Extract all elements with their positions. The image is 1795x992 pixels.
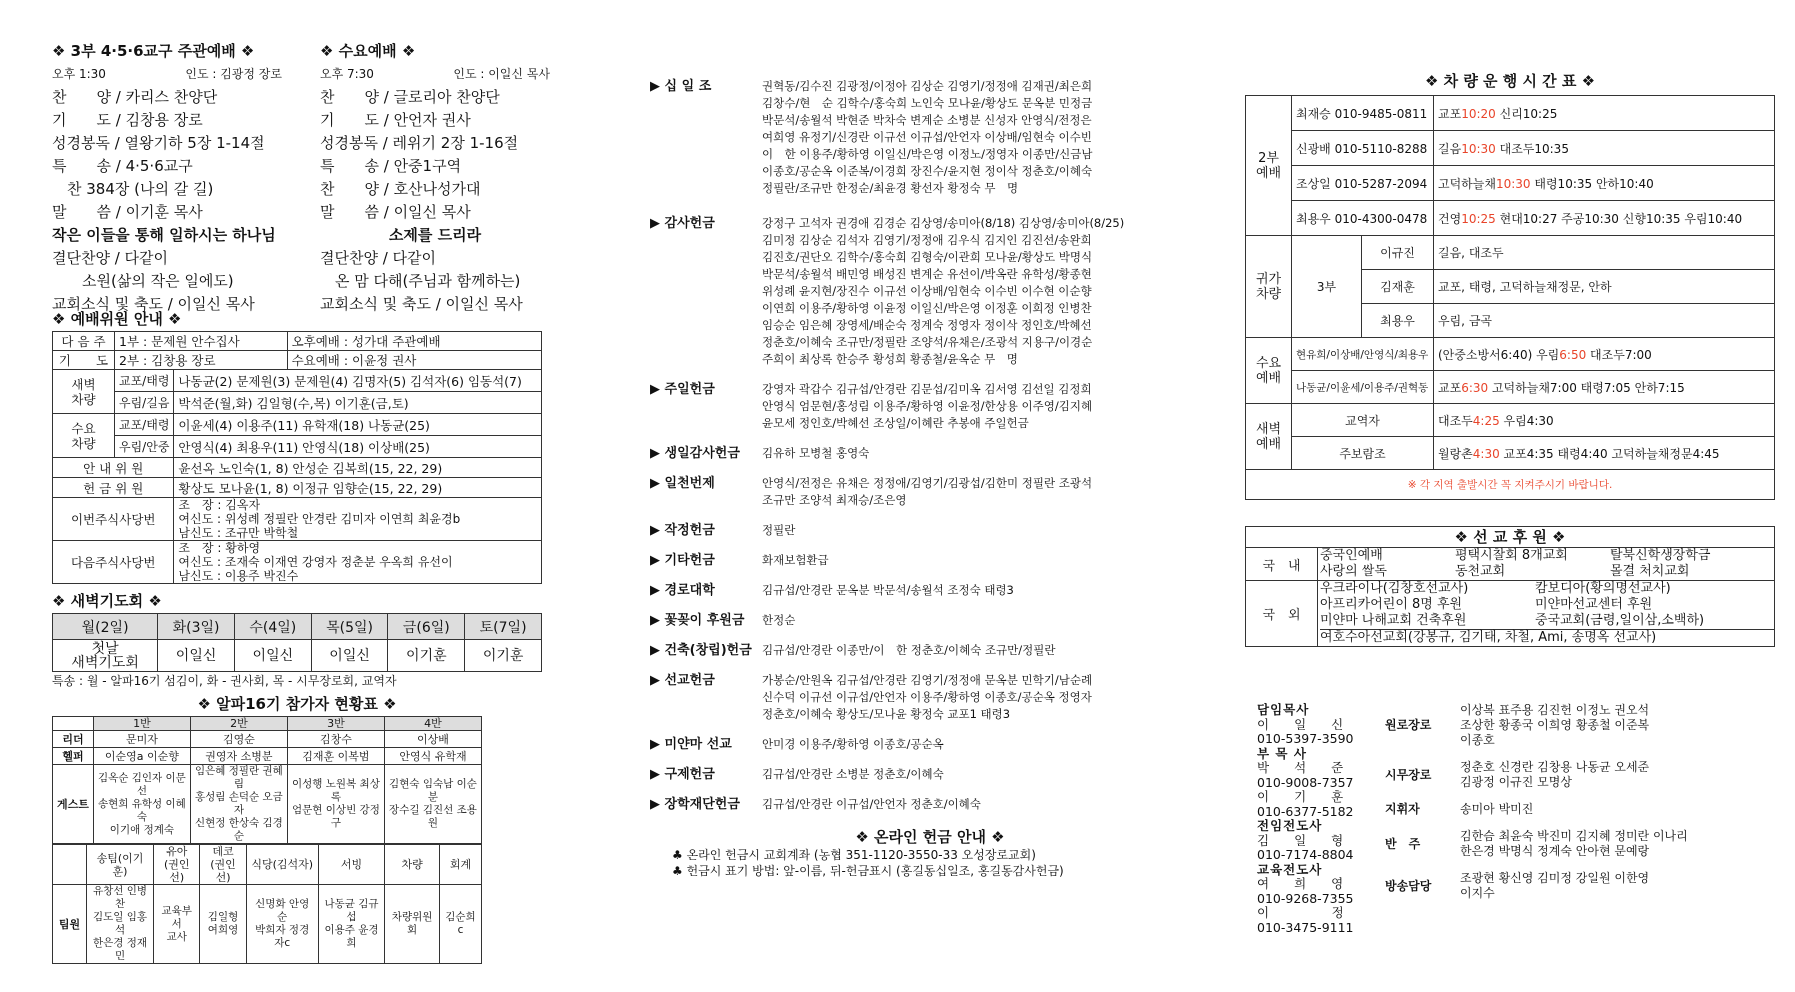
vehicle-route: 대조두4:25 우림4:30 <box>1434 404 1775 437</box>
next-label: 다 음 주 <box>53 332 115 351</box>
offering-item <box>650 78 1210 197</box>
mission-row <box>1320 581 1774 597</box>
dawn-preacher: 이기훈 <box>465 640 542 672</box>
sunday-title: ❖ 3부 4·5·6교구 주관예배 ❖ <box>52 42 255 60</box>
alpha-guest: 이성행 노원복 최상록 엄문현 이상빈 강정구 <box>287 765 384 844</box>
order-line: 찬 384장 (나의 갈 길) <box>52 180 214 198</box>
mission-item: 탈북신학생장학금 <box>1610 548 1711 563</box>
dawn-preacher: 이일신 <box>234 640 311 672</box>
officer-row <box>1385 802 1775 817</box>
alpha-guest: 김옥순 김인자 이문선 송현희 유학성 이혜숙 이기애 정계숙 <box>93 765 190 844</box>
dawn-label: 새벽 예배 <box>1246 404 1292 470</box>
vehicle-time: 10:30 <box>1461 141 1496 156</box>
offering-item <box>650 381 1210 432</box>
vehicle-time: 4:30 <box>1472 446 1500 461</box>
vehicle-driver: 최재승 010-9485-0811 <box>1292 96 1434 131</box>
offering-names: 안미경 이용주/황하영 이종호/공순옥 <box>762 737 944 751</box>
dawn-day: 월(2일) <box>53 614 158 640</box>
vehicle-driver: 주보람조 <box>1292 437 1434 470</box>
return-label: 귀가 차량 <box>1246 236 1292 338</box>
guide-value: 윤선옥 노인숙(1, 8) 안성순 김복희(15, 22, 29) <box>174 458 542 478</box>
mission-item: 몰결 처치교회 <box>1610 564 1690 579</box>
offering-label: ▶ 주일헌금 <box>650 382 715 397</box>
dawn-car-route1: 교포/태령 <box>115 370 174 392</box>
order-line: 온 맘 다해(주님과 함께하는) <box>320 272 521 290</box>
offering-names: 한정순 <box>762 613 796 627</box>
offering-names: 강정구 고석자 권경애 김경순 김상영/송미아(8/18) 김상영/송미아(8/25) 김미정 김상순 김석자 김영기/정정애 김우식 김지인 김진선/송완희 김진호/권단오 김학수/홍숙희 김형숙/이관희 모나윤/황상도 박명식 박문석/송월석 배민영 배성진 변계순 유선이/박옥란 유학성/황종현 위성례 윤지현/장진수 이규선 이상배/임현숙 이수빈 이수현 이순향 이연희 이용주/황하영 이윤정 이일신/박은영 이정훈 이희정 인병찬 임승순 임은혜 장영세/배순숙 정계숙 정영자 정이삭 정인호/박혜선 정춘호/이혜숙 조규만/정필란 조양석/유채은/조광석 지용구/이경순 주희이 최상록 한승주 황성희 황종철/윤옥순 무 명 <box>762 216 1125 366</box>
team-member-label: 팀원 <box>53 885 87 964</box>
mission-item: 동천교회 <box>1455 564 1506 579</box>
sunday-service <box>52 40 282 316</box>
sunday-order <box>52 86 282 224</box>
dawn-car-drivers1: 나동균(2) 문제원(3) 문제원(4) 김명자(5) 김석자(6) 임동석(7) <box>174 370 542 392</box>
offering-item <box>650 445 1210 462</box>
mission-row <box>1320 613 1774 629</box>
offering-item <box>650 612 1210 629</box>
offering-value: 황상도 모나윤(1, 8) 이정규 임향순(15, 22, 29) <box>174 478 542 498</box>
return-part: 3부 <box>1292 236 1362 338</box>
dawn-preacher: 이일신 <box>158 640 235 672</box>
online-method: ♣ 헌금시 표기 방법: 앞-이름, 뒤-헌금표시 (홍길동십일조, 홍길동감사헌금) <box>672 864 1064 878</box>
staff-name: 여 희 영 <box>1257 876 1344 891</box>
wednesday-service <box>320 40 550 316</box>
order-line: 성경봉독 / 열왕기하 5장 1-14절 <box>52 134 265 152</box>
officer-label: 지휘자 <box>1385 802 1420 816</box>
vehicle-driver: 조상일 010-5287-2094 <box>1292 166 1434 201</box>
dawn-day: 화(3일) <box>158 614 235 640</box>
this-meal-value: 조 장 : 김옥자 여신도 : 위성례 정필란 안경란 김미자 이연희 최윤경b 남신도 : 조규만 박학철 <box>174 498 542 541</box>
dawn-day: 수(4일) <box>234 614 311 640</box>
pray-label: 기 도 <box>53 351 115 370</box>
mission-box <box>1245 526 1775 647</box>
order-line: 성경봉독 / 레위기 2장 1-16절 <box>320 134 519 152</box>
mission-item: 중국인예배 <box>1320 548 1383 563</box>
wed-car-route2: 우림/안중 <box>115 436 174 458</box>
offering-item <box>650 522 1210 539</box>
wednesday-order <box>320 86 550 224</box>
dawn-title: ❖ 새벽기도회 ❖ <box>52 592 162 610</box>
offering-item <box>650 642 1210 659</box>
offering-item <box>650 582 1210 599</box>
mission-item: 평택시찰회 8개교회 <box>1455 548 1568 563</box>
offering-label: ▶ 경로대학 <box>650 583 715 598</box>
vehicle-driver: 신광배 010-5110-8288 <box>1292 131 1434 166</box>
officer-row <box>1385 871 1775 901</box>
offering-label: ▶ 꽃꽂이 후원금 <box>650 613 745 628</box>
vehicle-driver: 나동균/이윤세/이용주/권혁동 <box>1292 371 1434 404</box>
committee-title: ❖ 예배위원 안내 ❖ <box>52 310 182 328</box>
vehicle-time: 6:50 <box>1559 347 1587 362</box>
middle-column <box>650 78 1210 879</box>
offering-names: 김규섭/안경란 소병분 정춘호/이혜숙 <box>762 767 944 781</box>
wed-car-route1: 교포/태령 <box>115 414 174 436</box>
mission-domestic-label: 국 내 <box>1246 548 1318 580</box>
alpha-leader: 문미자 <box>93 731 190 748</box>
staff-phone: 010-6377-5182 <box>1257 803 1354 819</box>
offering-names: 김유하 모병철 홍영숙 <box>762 446 870 460</box>
mission-item: 미얀마선교센터 후원 <box>1535 597 1653 612</box>
offering-item <box>650 475 1210 509</box>
alpha-guest: 김현숙 임숙남 이순분 장수길 김진선 조용원 <box>384 765 481 844</box>
team-member: 차량위원회 <box>385 885 440 964</box>
offering-names: 김규섭/안경란 이종만/이 한 정춘호/이혜숙 조규만/정필란 <box>762 643 1056 657</box>
offering-label: ▶ 건축(창립)헌금 <box>650 643 752 658</box>
offering-list <box>650 78 1210 813</box>
staff-phone: 010-7174-8804 <box>1257 847 1354 862</box>
officer-label: 반 주 <box>1385 836 1421 851</box>
offering-label: ▶ 감사헌금 <box>650 216 715 231</box>
officer-label: 방송담당 <box>1385 878 1432 893</box>
alpha-group: 3반 <box>287 717 384 731</box>
mission-domestic <box>1318 548 1774 580</box>
vehicle-route: 건영10:25 현대10:27 주공10:30 신향10:35 우림10:40 <box>1434 201 1775 236</box>
officer-names: 김한슴 최윤숙 박진미 김지혜 정미란 이나리 한은경 박명식 정계숙 안아현 문예랑 <box>1460 829 1688 858</box>
staff-name: 이 기 훈 <box>1257 789 1344 804</box>
alpha-team-table <box>52 844 482 964</box>
vehicle-driver: 교역자 <box>1292 404 1434 437</box>
order-line: 찬 양 / 카리스 찬양단 <box>52 88 218 106</box>
team-head: 식당(김석자) <box>246 845 318 885</box>
team-member: 교육부서 교사 <box>154 885 200 964</box>
wed-car-drivers1: 이윤세(4) 이용주(11) 유학재(18) 나동균(25) <box>174 414 542 436</box>
offering-label: ▶ 일천번제 <box>650 476 715 491</box>
staff-role: 전임전도사 <box>1257 818 1323 833</box>
return-driver: 이규진 <box>1362 236 1434 270</box>
mission-intl-last: 여호수아선교회(강봉규, 김기태, 차철, Ami, 송명옥 선교사) <box>1320 629 1774 646</box>
alpha-group-label <box>53 717 94 731</box>
offering-label: ▶ 장학재단헌금 <box>650 797 740 812</box>
order-line: 교회소식 및 축도 / 이일신 목사 <box>320 295 523 313</box>
staff-phone: 010-5397-3590 <box>1257 731 1354 746</box>
vehicle-time: 10:30 <box>1495 176 1531 191</box>
alpha-group: 4반 <box>384 717 481 731</box>
offering-names: 권혁동/김수진 김광정/이정아 김상순 김영기/정정애 김재권/최은희 김창수/현 순 김학수/홍숙희 노인숙 모나윤/황상도 문옥분 민정금 박문석/송월석 박현준 박차숙 변계순 소병분 신성자 안영식/전정은 여희영 유정기/신경란 이규선 이규섭/안언자 이상배/임현숙 이수빈 이 한 이용주/황하영 이일신/박은영 이정노/정영자 이종만/신금남 이종호/공순옥 이준복/이경희 장진수/윤지현 정이삭 정춘호/이혜숙 정필란/조규만 한정순/최윤경 황선자 황정숙 무 명 <box>762 79 1093 195</box>
officer-row <box>1385 760 1775 790</box>
alpha-leader: 이상배 <box>384 731 481 748</box>
guide-label: 안 내 위 원 <box>53 458 174 478</box>
left-column <box>52 40 572 964</box>
offering-names: 가봉순/안원옥 김규섭/안경란 김영기/정정애 문옥분 민학기/남순례 신수덕 이규선 이규섭/안언자 이용주/황하영 이종호/공순옥 정영자 정춘호/이혜숙 황상도/모나윤 황정숙 교포1 태령3 <box>762 673 1093 721</box>
mission-item: 캄보디아(황의명선교사) <box>1535 581 1671 596</box>
return-route: 우림, 금곡 <box>1434 304 1775 338</box>
vehicle-time: 4:25 <box>1472 413 1500 428</box>
wednesday-title: ❖ 수요예배 ❖ <box>320 42 416 60</box>
vehicle-route: 교포6:30 고덕하늘채7:00 태령7:05 안하7:15 <box>1434 371 1775 404</box>
wednesday-time: 오후 7:30 <box>320 67 374 81</box>
alpha-helper: 안영식 유학재 <box>384 748 481 765</box>
dawn-preacher: 이기훈 <box>388 640 465 672</box>
alpha-leader-label: 리더 <box>53 731 94 748</box>
offering-label: ▶ 생일감사헌금 <box>650 446 740 461</box>
team-head: 유아 (권인선) <box>154 845 200 885</box>
alpha-leader: 김영순 <box>190 731 287 748</box>
dawn-note: 특송 : 월 - 알파16기 섬김이, 화 - 권사회, 목 - 시무장로회, 교역자 <box>52 674 397 688</box>
alpha-helper-label: 헬퍼 <box>53 748 94 765</box>
alpha-helper: 김재훈 이복범 <box>287 748 384 765</box>
staff-phone: 010-9008-7357 <box>1257 774 1354 790</box>
return-driver: 최용우 <box>1362 304 1434 338</box>
wed-car-label: 수요 차량 <box>53 414 115 458</box>
team-head-label <box>53 845 87 885</box>
offering-label: ▶ 기타헌금 <box>650 553 715 568</box>
alpha-title: ❖ 알파16기 참가자 현황표 ❖ <box>197 695 397 713</box>
dawn-car-route2: 우림/길음 <box>115 392 174 414</box>
staff-name: 이 일 신 <box>1257 716 1344 732</box>
team-head: 송팀(이기훈) <box>87 845 154 885</box>
staff-phone: 010-9268-7355 <box>1257 890 1354 906</box>
officer-names: 이상복 표주용 김진헌 이정노 권오석 조상한 황종국 이희영 황종철 이준복 이종호 <box>1460 703 1650 747</box>
pray-second: 2부 : 김창용 장로 <box>115 351 288 370</box>
offering-item <box>650 736 1210 753</box>
sunday-after <box>52 247 282 316</box>
next-meal-label: 다음주식사당번 <box>53 541 174 584</box>
sunday-leader: 인도 : 김광정 장로 <box>185 67 282 81</box>
offering-label: ▶ 작정헌금 <box>650 523 715 538</box>
staff-name: 이 정 <box>1257 905 1344 920</box>
mission-item: 우크라이나(김창호선교사) <box>1320 581 1469 596</box>
dawn-day: 토(7일) <box>465 614 542 640</box>
wed-label: 수요 예배 <box>1246 338 1292 404</box>
online-title: ❖ 온라인 헌금 안내 ❖ <box>855 828 1005 846</box>
next-pm: 오후예배 : 성가대 주관예배 <box>287 332 541 351</box>
dawn-table <box>52 613 542 672</box>
staff-role: 부 목 사 <box>1257 745 1307 761</box>
return-driver: 김재훈 <box>1362 270 1434 304</box>
vehicle-time: 6:30 <box>1461 380 1489 395</box>
staff-role: 교육전도사 <box>1257 861 1323 877</box>
staff-list <box>1245 703 1370 935</box>
offering-names: 강영자 곽갑수 김규섭/안경란 김문섭/김미옥 김서영 김선일 김정희 안영식 엄문현/홍성림 이용주/황하영 이윤정/한상용 이주영/김지혜 윤모세 정인호/박혜선 조상일/이혜란 추봉애 주일헌금 <box>762 382 1093 430</box>
return-route: 교포, 태령, 고덕하늘채정문, 안하 <box>1434 270 1775 304</box>
mission-row <box>1320 564 1774 580</box>
offering-item <box>650 766 1210 783</box>
pray-wed: 수요예배 : 이윤정 권사 <box>287 351 541 370</box>
order-line: 특 송 / 4·5·6교구 <box>52 157 193 175</box>
offering-label: ▶ 미얀마 선교 <box>650 737 732 752</box>
online-account: ♣ 온라인 헌금시 교회계좌 (농협 351-1120-3550-33 오성장로교회) <box>672 848 1036 862</box>
order-line: 소원(삶의 작은 일에도) <box>52 272 234 290</box>
vehicle-driver: 최용우 010-4300-0478 <box>1292 201 1434 236</box>
order-line: 찬 양 / 호산나성가대 <box>320 180 481 198</box>
dawn-car-drivers2: 박석준(월,화) 김일형(수,목) 이기훈(금,토) <box>174 392 542 414</box>
vehicle-route: 고덕하늘채10:30 태령10:35 안하10:40 <box>1434 166 1775 201</box>
order-line: 말 씀 / 이일신 목사 <box>320 203 471 221</box>
offering-names: 안영식/전정은 유채은 정정애/김영기/김광섭/김한미 정필란 조광석 조규만 조양석 최재승/조은영 <box>762 476 1093 507</box>
mission-item: 미얀마 나해교회 건축후원 <box>1320 613 1467 628</box>
sunday-sermon: 작은 이들을 통해 일하시는 하나님 <box>52 226 276 244</box>
team-member: 신명화 안영순 박희자 정경자c <box>246 885 318 964</box>
officer-label: 시무장로 <box>1385 767 1432 782</box>
team-head: 차량 <box>385 845 440 885</box>
mission-row <box>1320 548 1774 564</box>
team-member: 김순희c <box>439 885 481 964</box>
vehicle-time: 10:20 <box>1461 106 1496 121</box>
offering-label: ▶ 구제헌금 <box>650 767 715 782</box>
offering-label: ▶ 선교헌금 <box>650 673 715 688</box>
offering-item <box>650 672 1210 723</box>
staff-name: 박 석 준 <box>1257 760 1344 775</box>
dawn-preacher: 이일신 <box>311 640 388 672</box>
vehicle-time: 10:25 <box>1461 211 1496 226</box>
mission-item: 중국교회(금령,일이삼,소백하) <box>1535 613 1705 628</box>
alpha-group: 2반 <box>190 717 287 731</box>
alpha-guest-label: 게스트 <box>53 765 94 844</box>
alpha-helper: 권영자 소병분 <box>190 748 287 765</box>
officer-row <box>1385 703 1775 748</box>
offering-label: 헌 금 위 원 <box>53 478 174 498</box>
order-line: 찬 양 / 글로리아 찬양단 <box>320 88 500 106</box>
alpha-table <box>52 716 482 844</box>
offering-item <box>650 215 1210 368</box>
wed-car-drivers2: 안영식(4) 최용우(11) 안영식(18) 이상배(25) <box>174 436 542 458</box>
offering-names: 김규섭/안경란 문옥분 박문석/송월석 조정숙 태령3 <box>762 583 1014 597</box>
mission-international <box>1320 581 1774 629</box>
this-meal-label: 이번주식사당번 <box>53 498 174 541</box>
order-line: 특 송 / 안중1구역 <box>320 157 462 175</box>
vehicle-route: 교포10:20 신리10:25 <box>1434 96 1775 131</box>
order-line: 기 도 / 안언자 권사 <box>320 111 471 129</box>
mission-row <box>1320 597 1774 613</box>
team-member: 나동균 김규섭 이용주 윤경희 <box>318 885 385 964</box>
alpha-guest: 임은혜 정필란 권혜림 홍성림 손덕순 오금자 신현정 한상숙 김경순 <box>190 765 287 844</box>
sun2-label: 2부 예배 <box>1246 96 1292 236</box>
alpha-group: 1반 <box>93 717 190 731</box>
alpha-helper: 이순영a 이순향 <box>93 748 190 765</box>
vehicle-title: ❖ 차 량 운 행 시 간 표 ❖ <box>1424 72 1596 90</box>
staff-phone: 010-3475-9111 <box>1257 919 1354 935</box>
wednesday-sermon: 소제를 드리라 <box>388 226 482 244</box>
order-line: 교회소식 및 축도 / 이일신 목사 <box>52 295 255 313</box>
mission-intl-label: 국 외 <box>1246 581 1318 646</box>
dawn-car-label: 새벽 차량 <box>53 370 115 414</box>
vehicle-route: (안중소방서6:40) 우림6:50 대조두7:00 <box>1434 338 1775 371</box>
mission-title: ❖ 선 교 후 원 ❖ <box>1246 527 1774 548</box>
order-line: 기 도 / 김창용 장로 <box>52 111 203 129</box>
return-route: 길음, 대조두 <box>1434 236 1775 270</box>
wednesday-leader: 인도 : 이일신 목사 <box>453 67 550 81</box>
dawn-day: 목(5일) <box>311 614 388 640</box>
offering-names: 화재보험환급 <box>762 553 829 567</box>
mission-item: 사랑의 쌀독 <box>1320 564 1387 579</box>
right-column <box>1245 70 1775 935</box>
dawn-day: 금(6일) <box>388 614 465 640</box>
wednesday-after <box>320 247 550 316</box>
team-head: 데코 (권인선) <box>200 845 246 885</box>
committee-table <box>52 331 542 584</box>
officer-label: 원로장로 <box>1385 718 1432 732</box>
sunday-time: 오후 1:30 <box>52 67 106 81</box>
offering-names: 김규섭/안경란 이규섭/안언자 정춘호/이혜숙 <box>762 797 981 811</box>
vehicle-table <box>1245 95 1775 500</box>
vehicle-route: 월랑촌4:30 교포4:35 태령4:40 고덕하늘채정문4:45 <box>1434 437 1775 470</box>
offering-names: 정필란 <box>762 523 796 537</box>
team-head: 서빙 <box>318 845 385 885</box>
staff-name: 김 일 형 <box>1257 832 1344 848</box>
mission-item: 아프리카어린이 8명 후원 <box>1320 597 1463 612</box>
next-first: 1부 : 문제원 안수집사 <box>115 332 288 351</box>
order-line: 결단찬양 / 다같이 <box>320 249 437 267</box>
online-offering <box>650 826 1210 879</box>
officer-names: 정춘호 신경란 김창용 나동균 오세준 김광정 이규진 모명상 <box>1460 760 1650 789</box>
next-meal-value: 조 장 : 황하영 여신도 : 조재숙 이재연 강영자 정춘분 우옥희 유선이 남신도 : 이용주 박진수 <box>174 541 542 584</box>
staff-role: 담임목사 <box>1257 702 1310 717</box>
offering-item <box>650 552 1210 569</box>
dawn-preacher: 첫날 새벽기도회 <box>53 640 158 672</box>
team-member: 김일형 여희영 <box>200 885 246 964</box>
order-line: 말 씀 / 이기훈 목사 <box>52 203 203 221</box>
team-member: 유창선 인병찬 김도일 임홍석 한은경 정재민 <box>87 885 154 964</box>
officer-names: 송미아 박미진 <box>1460 802 1534 816</box>
vehicle-driver: 현유희/이상배/안영식/최용우 <box>1292 338 1434 371</box>
officers-list <box>1370 703 1775 935</box>
order-line: 결단찬양 / 다같이 <box>52 249 169 267</box>
vehicle-note: ※ 각 지역 출발시간 꼭 지켜주시기 바랍니다. <box>1246 470 1775 500</box>
alpha-leader: 김창수 <box>287 731 384 748</box>
officer-row <box>1385 829 1775 859</box>
officer-names: 조광현 황신영 김미정 강일원 이한영 이지수 <box>1460 871 1650 900</box>
vehicle-route: 길음10:30 대조두10:35 <box>1434 131 1775 166</box>
offering-item <box>650 796 1210 813</box>
team-head: 회계 <box>439 845 481 885</box>
offering-label: ▶ 십 일 조 <box>650 79 712 94</box>
